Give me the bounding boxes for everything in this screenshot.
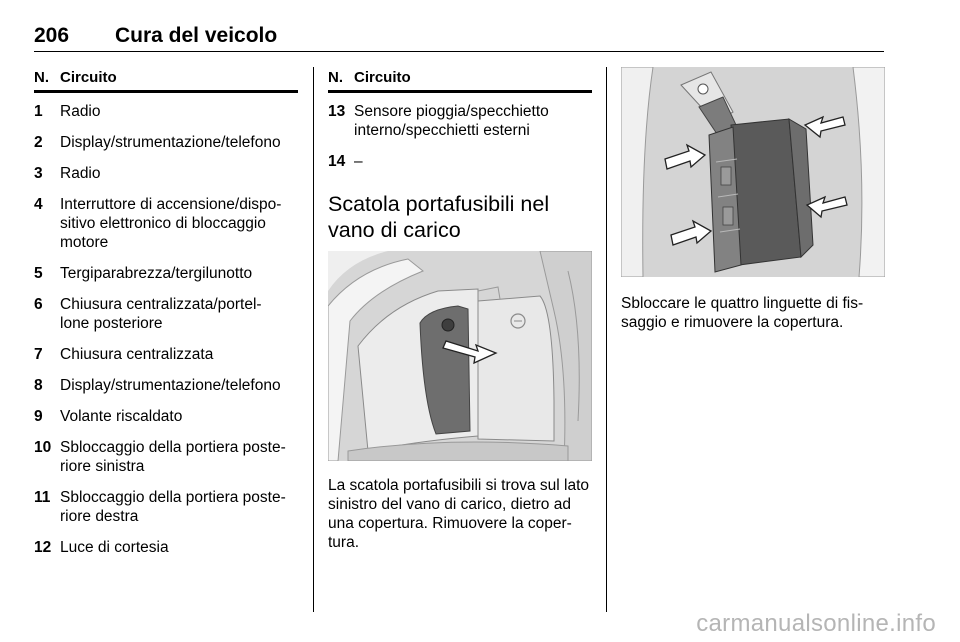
row-number: 8 xyxy=(34,377,43,394)
section-body xyxy=(328,476,592,552)
table-row xyxy=(34,488,296,526)
row-text: Volante riscaldato xyxy=(60,408,183,425)
row-number: 7 xyxy=(34,346,43,363)
row-text: Luce di cortesia xyxy=(60,539,169,556)
row-number: 13 xyxy=(328,103,346,120)
table-row xyxy=(328,102,584,140)
table-row xyxy=(34,295,290,333)
col-header-number: N. xyxy=(328,69,343,86)
col-header-number: N. xyxy=(34,69,49,86)
fuse-table xyxy=(34,67,298,557)
fuse-box-illustration xyxy=(621,67,885,277)
row-number: 4 xyxy=(34,196,43,213)
row-number: 12 xyxy=(34,539,52,556)
column-3-body xyxy=(621,294,885,332)
row-text: Radio xyxy=(60,165,101,182)
fuse-box-figure xyxy=(621,67,885,277)
column-divider-1 xyxy=(313,67,314,612)
row-number: 5 xyxy=(34,265,43,282)
table-header xyxy=(34,67,298,93)
row-text: Radio xyxy=(60,103,101,120)
watermark: carmanualsonline.info xyxy=(696,610,936,637)
cargo-area-figure xyxy=(328,251,592,461)
page-header xyxy=(34,22,884,52)
page-number: 206 xyxy=(34,24,70,47)
column-2 xyxy=(328,67,592,243)
section-paragraph: La scatola portafusibili si trova sul lato sinistro del vano di carico, dietro ad una copertura. Rimuovere la coper-tura. xyxy=(328,477,590,551)
col-header-circuit: Circuito xyxy=(354,69,411,86)
instruction-paragraph: Sbloccare le quattro linguette di fis-saggio e rimuovere la copertura. xyxy=(621,295,864,331)
row-text: Sensore pioggia/specchietto interno/specchietti esterni xyxy=(354,103,549,139)
table-row xyxy=(34,376,298,395)
table-row xyxy=(34,345,290,364)
row-text: – xyxy=(354,153,363,170)
table-row xyxy=(34,264,290,283)
table-row xyxy=(34,102,290,121)
table-header xyxy=(328,67,592,93)
row-number: 6 xyxy=(34,296,43,313)
table-row xyxy=(34,407,290,426)
chapter-title: Cura del veicolo xyxy=(115,24,278,47)
table-row xyxy=(34,438,296,476)
row-text: Tergiparabrezza/tergilunotto xyxy=(60,265,253,282)
row-number: 9 xyxy=(34,408,43,425)
row-text: Interruttore di accensione/dispo-sitivo elettronico di bloccaggio motore xyxy=(60,196,282,251)
table-row xyxy=(34,538,290,557)
row-number: 11 xyxy=(34,489,51,506)
table-row xyxy=(34,195,290,252)
row-number: 10 xyxy=(34,439,52,456)
row-text: Chiusura centralizzata xyxy=(60,346,214,363)
row-text: Display/strumentazione/telefono xyxy=(60,134,281,151)
row-text: Sbloccaggio della portiera poste-riore destra xyxy=(60,489,286,525)
col-header-circuit: Circuito xyxy=(60,69,117,86)
section-heading: Scatola portafusibili nel vano di carico xyxy=(328,192,550,242)
column-divider-2 xyxy=(606,67,607,612)
row-number: 1 xyxy=(34,103,43,120)
row-number: 2 xyxy=(34,134,43,151)
row-text: Display/strumentazione/telefono xyxy=(60,377,281,394)
table-row xyxy=(34,164,290,183)
cargo-area-illustration xyxy=(328,251,592,461)
row-text: Sbloccaggio della portiera poste-riore sinistra xyxy=(60,439,286,475)
row-number: 3 xyxy=(34,165,43,182)
row-text: Chiusura centralizzata/portel-lone posteriore xyxy=(60,296,262,332)
table-row xyxy=(34,133,298,152)
table-row xyxy=(328,152,584,171)
row-number: 14 xyxy=(328,153,346,170)
